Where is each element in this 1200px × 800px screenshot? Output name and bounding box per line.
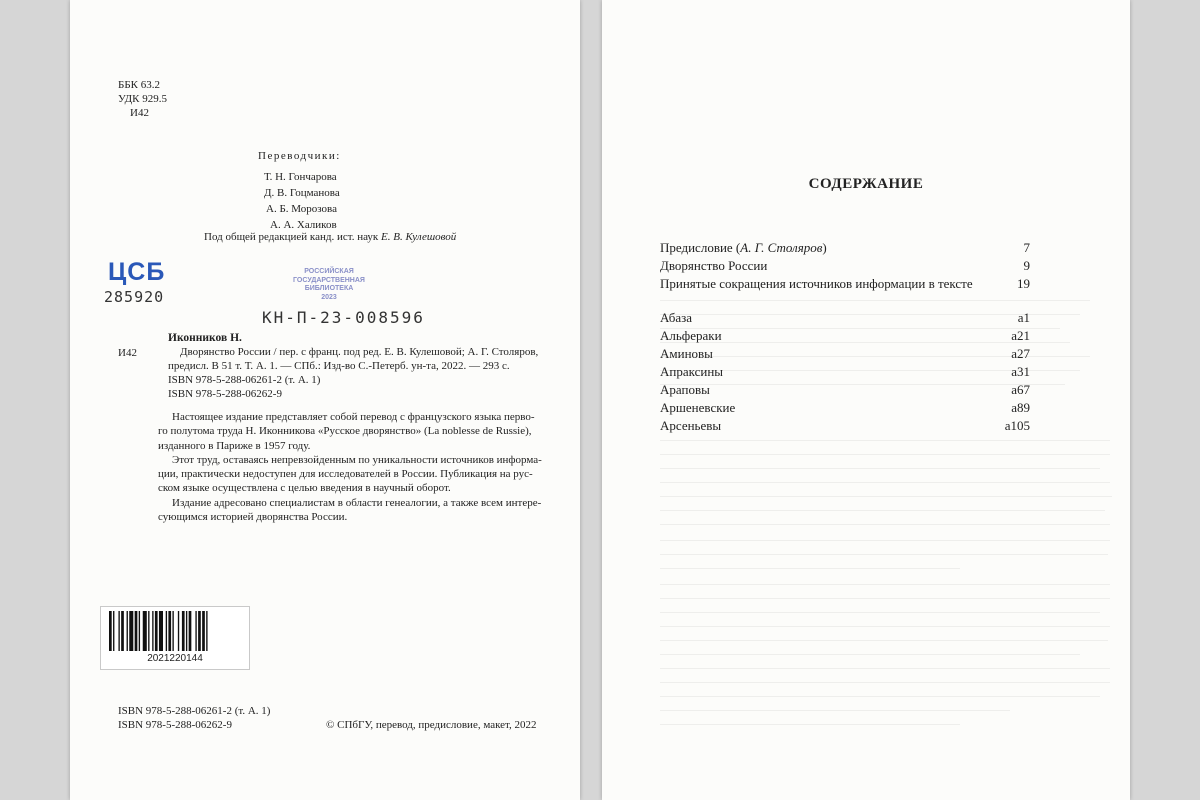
barcode-bar <box>182 611 185 651</box>
barcode-bar <box>178 611 179 651</box>
handwritten-shelf-code: КН-П-23-008596 <box>262 308 425 327</box>
toc-entry-page: a67 <box>1011 382 1030 397</box>
catalog-line: предисл. В 51 т. Т. А. 1. — СПб.: Изд-во С.-Петерб. ун-та, 2022. — 293 с. <box>168 360 510 372</box>
bleed-line <box>660 454 1110 455</box>
library-stamp-line: ГОСУДАРСТВЕННАЯ <box>293 276 365 284</box>
toc-entry-label: Аминовы <box>660 346 713 361</box>
editor-line <box>204 230 456 244</box>
bleed-line <box>660 496 1112 497</box>
footer-isbn: ISBN 978-5-288-06261-2 (т. А. 1) <box>118 705 271 717</box>
barcode-bar <box>129 611 133 651</box>
catalog-line: ISBN 978-5-288-06261-2 (т. А. 1) <box>168 374 321 386</box>
bleed-line <box>660 540 1110 541</box>
bleed-line <box>660 510 1105 511</box>
bleed-line <box>660 710 1010 711</box>
barcode-bar <box>118 611 119 651</box>
barcode-bar <box>186 611 187 651</box>
bleed-line <box>660 626 1110 627</box>
toc-entry-label <box>660 240 827 256</box>
annotation-line: изданного в Париже в 1957 году. <box>158 439 311 452</box>
translator-item: Т. Н. Гончарова <box>264 171 337 183</box>
barcode-bar <box>148 611 149 651</box>
udk-code: УДК 929.5 <box>118 93 168 105</box>
bleed-line <box>660 696 1100 697</box>
barcode-bar <box>139 611 140 651</box>
barcode-number: 2021220144 <box>147 653 203 664</box>
barcode-bar <box>135 611 138 651</box>
catalog-line: Дворянство России / пер. с франц. под ред. Е. В. Кулешовой; А. Г. Столяров, <box>180 346 539 358</box>
toc-entry-label: Араповы <box>660 382 710 397</box>
barcode-bar <box>127 611 128 651</box>
toc-entry-label: Альфераки <box>660 328 722 343</box>
copyright: © СПбГУ, перевод, предисловие, макет, 2022 <box>326 719 537 731</box>
catalog-author-mark: И42 <box>118 347 137 359</box>
annotation <box>158 410 548 524</box>
bleed-line <box>660 668 1110 669</box>
toc-entry-label: Дворянство России <box>660 258 768 273</box>
bleed-line <box>660 482 1110 483</box>
bleed-line <box>660 584 1110 585</box>
barcode-bar <box>159 611 163 651</box>
catalog-author: Иконников Н. <box>168 332 242 344</box>
barcode-sticker <box>100 606 250 670</box>
barcode-bar <box>198 611 201 651</box>
csb-number: 285920 <box>104 288 165 306</box>
toc-entry-label: Апраксины <box>660 364 724 379</box>
annotation-line: Настоящее издание представляет собой перевод с французского языка перво- <box>172 411 535 423</box>
toc-entry-page: a31 <box>1011 364 1030 379</box>
library-stamp <box>274 268 384 302</box>
barcode-bar <box>202 611 205 651</box>
bleed-line <box>660 568 960 569</box>
barcode-icon <box>101 611 249 655</box>
bleed-line <box>660 654 1080 655</box>
catalog-line: ISBN 978-5-288-06262-9 <box>168 388 282 400</box>
toc-entry-page: 7 <box>1023 240 1030 255</box>
library-stamp-line: РОССИЙСКАЯ <box>304 268 354 275</box>
right-page <box>602 0 1130 800</box>
toc-entry[interactable] <box>660 310 1030 328</box>
translator-item: А. Б. Морозова <box>266 203 337 215</box>
toc-entry-author: А. Г. Столяров <box>740 240 823 255</box>
barcode-bar <box>166 611 167 651</box>
toc-entry[interactable] <box>660 418 1030 436</box>
annotation-line: ции, практически недоступен для исследователей в России. Публикация на рус- <box>158 468 533 481</box>
left-page <box>70 0 580 800</box>
annotation-line: Издание адресовано специалистам в области генеалогии, а также всем интере- <box>172 496 542 509</box>
toc-entry[interactable] <box>660 400 1030 418</box>
toc-entry-label-text: ) <box>822 240 827 255</box>
toc-entry[interactable] <box>660 328 1030 346</box>
toc-entry[interactable] <box>660 240 1030 258</box>
bleed-line <box>660 300 1090 301</box>
annotation-line: ском языке осуществлена с целью введения в научный оборот. <box>158 482 451 495</box>
bleed-line <box>660 524 1110 525</box>
library-stamp-line: 2023 <box>321 293 337 301</box>
translator-item: А. А. Халиков <box>270 219 337 231</box>
toc-entry-page: a21 <box>1011 328 1030 343</box>
editor-prefix: Под общей редакцией канд. ист. наук <box>204 231 382 243</box>
toc-entry[interactable] <box>660 258 1030 276</box>
barcode-bar <box>121 611 124 651</box>
footer-isbn: ISBN 978-5-288-06262-9 <box>118 719 232 731</box>
barcode-bar <box>113 611 114 651</box>
toc-entry[interactable] <box>660 276 1030 294</box>
editor-name: Е. В. Кулешовой <box>381 231 457 243</box>
toc-entry-page: 9 <box>1023 258 1030 273</box>
bleed-line <box>660 468 1100 469</box>
toc-entry-page: 19 <box>1017 276 1030 291</box>
toc-entry-label: Аршеневские <box>660 400 736 415</box>
toc-title: СОДЕРЖАНИЕ <box>808 176 924 192</box>
toc-entry[interactable] <box>660 346 1030 364</box>
translators-heading: Переводчики: <box>258 150 341 162</box>
barcode-bar <box>152 611 153 651</box>
annotation-line: сующимся историей дворянства России. <box>158 511 348 524</box>
csb-stamp: ЦСБ <box>108 258 166 286</box>
toc-entry-page: a27 <box>1011 346 1030 361</box>
barcode-bar <box>189 611 192 651</box>
barcode-bar <box>206 611 207 651</box>
library-stamp-line: БИБЛИОТЕКА <box>304 285 354 292</box>
bbk-code: ББК 63.2 <box>118 79 160 91</box>
toc-entry-label: Принятые сокращения источников информации в тексте <box>660 276 973 291</box>
translator-item: Д. В. Гоцманова <box>264 187 340 199</box>
barcode-bar <box>172 611 173 651</box>
barcode-bar <box>109 611 112 651</box>
barcode-bar <box>168 611 171 651</box>
bleed-line <box>660 440 1110 441</box>
bleed-line <box>660 554 1108 555</box>
bleed-line <box>660 612 1100 613</box>
toc-entry-page: a89 <box>1011 400 1030 415</box>
toc-entry[interactable] <box>660 382 1030 400</box>
toc-entry-label: Абаза <box>660 310 693 325</box>
annotation-line: го полутома труда Н. Иконникова «Русское дворянство» (La noblesse de Russie), <box>158 425 532 438</box>
toc-entry-label: Арсеньевы <box>660 418 722 433</box>
author-mark: И42 <box>130 107 149 119</box>
bleed-line <box>660 682 1110 683</box>
toc-entry-page: a105 <box>1004 418 1030 433</box>
toc-entry-label-text: Предисловие ( <box>660 240 741 255</box>
annotation-line: Этот труд, оставаясь непревзойденным по уникальности источников информа- <box>172 453 542 466</box>
toc-entry[interactable] <box>660 364 1030 382</box>
bleed-line <box>660 598 1110 599</box>
barcode-bar <box>155 611 158 651</box>
barcode-bar <box>195 611 196 651</box>
bleed-line <box>660 640 1108 641</box>
barcode-bar <box>143 611 147 651</box>
bleed-line <box>660 724 960 725</box>
toc-entry-page: a1 <box>1017 310 1030 325</box>
